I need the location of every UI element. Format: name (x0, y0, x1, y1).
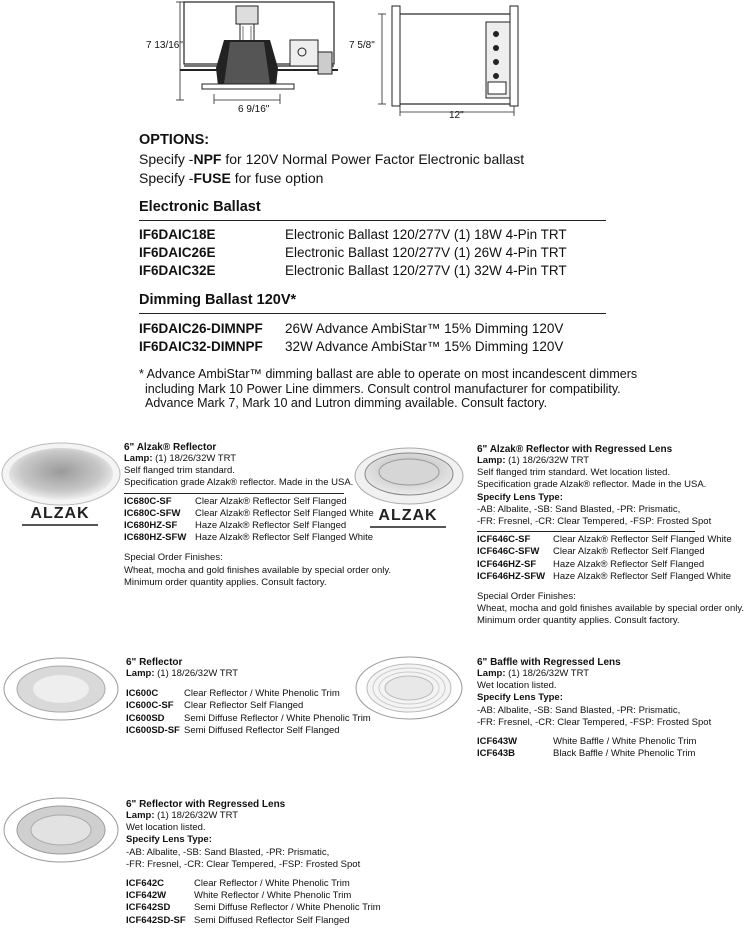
table-row: ICF646HZ-SF Haze Alzak® Reflector Self Flanged (477, 558, 705, 570)
table-row: IC680C-SF Clear Alzak® Reflector Self Flanged (124, 495, 347, 507)
product-reflector-regressed: 6" Reflector with Regressed Lens Lamp: (1) 18/26/32W TRT Wet location listed. Specify Lens Type: -AB: Albalite, -SB: Sand Blasted, -PR: Prismatic, -FR: Fresnel, -CR: Clear Tempered, -FSP: Frosted Spot ICF642C Clear Reflector / White Phenolic Trim ICF642W White Reflector / White Phenolic Trim ICF642SD Semi Diffuse Reflector / White Phenolic Trim ICF642SD-SF Semi Diffused Reflector Self Flanged (126, 799, 381, 926)
dimming-ballast-table (139, 320, 563, 356)
reflector-image (2, 656, 120, 722)
table-row: IC600SD-SF Semi Diffused Reflector Self Flanged (126, 724, 340, 736)
side-height-dimension: 7 5/8" (349, 40, 375, 51)
table-row: IF6DAIC18E Electronic Ballast 120/277V (1) 18W 4-Pin TRT (139, 227, 567, 242)
table-row: IF6DAIC26-DIMNPF 26W Advance AmbiStar™ 15% Dimming 120V (139, 321, 564, 336)
table-row: IC600SD Semi Diffuse Reflector / White Phenolic Trim (126, 712, 371, 724)
table-row: ICF642C Clear Reflector / White Phenolic Trim (126, 878, 350, 890)
table-row: IC680HZ-SFW Haze Alzak® Reflector Self Flanged White (124, 532, 374, 544)
alzak-logo-2: ALZAK (358, 507, 458, 529)
alzak-reflector-image (0, 440, 122, 508)
alzak-logo-1: ALZAK (10, 505, 110, 527)
option-npf: Specify -NPF for 120V Normal Power Factor Electronic ballast (139, 151, 525, 167)
alzak-regressed-image (354, 446, 464, 506)
product-title: 6" Reflector (126, 657, 183, 668)
product-alzak-regressed: 6" Alzak® Reflector with Regressed Lens Lamp: (1) 18/26/32W TRT Self flanged trim standard. Wet location listed. Specification grade Alzak® reflector. Made in the USA. Specify Lens Type: -AB: Albalite, -SB: Sand Blasted, -PR: Prismatic, -FR: Fresnel, -CR: Clear Tempered, -FSP: Frosted Spot ICF646C-SF Clear Alzak® Reflector Self Flanged White ICF646C-SFW Clear Alzak® Reflector Self Flanged ICF646HZ-SF Haze Alzak® Reflector Self Flanged ICF646HZ-SFW Haze Alzak® Reflector Self Flanged White Special Order Finishes: Wheat, mocha and gold finishes available by special order only. Minimum order quantity applies. Consult factory. (477, 444, 744, 627)
table-row: IC680HZ-SF Haze Alzak® Reflector Self Flanged (124, 520, 347, 532)
table-row: ICF646C-SFW Clear Alzak® Reflector Self Flanged (477, 546, 705, 558)
electronic-ballast-rule (139, 220, 606, 221)
table-row: IF6DAIC32E Electronic Ballast 120/277V (1) 32W 4-Pin TRT (139, 263, 567, 278)
table-row: IF6DAIC32-DIMNPF 32W Advance AmbiStar™ 15% Dimming 120V (139, 339, 564, 354)
dimming-ballast-heading: Dimming Ballast 120V* (139, 292, 297, 308)
table-row: ICF646C-SF Clear Alzak® Reflector Self Flanged White (477, 534, 732, 546)
product-alzak-reflector: 6" Alzak® Reflector Lamp: (1) 18/26/32W TRT Self flanged trim standard. Specification grade Alzak® reflector. Made in the USA. IC680C-SF Clear Alzak® Reflector Self Flanged IC680C-SFW Clear Alzak® Reflector Self Flanged White IC680HZ-SF Haze Alzak® Reflector Self Flanged IC680HZ-SFW Haze Alzak® Reflector Self Flanged White Special Order Finishes: Wheat, mocha and gold finishes available by special order only. Minimum order quantity applies. Consult factory. (124, 442, 392, 588)
divider (477, 531, 695, 532)
table-row: IC680C-SFW Clear Alzak® Reflector Self Flanged White (124, 507, 374, 519)
table-row: ICF642SD-SF Semi Diffused Reflector Self Flanged (126, 914, 350, 926)
table-row: IC600C-SF Clear Reflector Self Flanged (126, 700, 304, 712)
table-row: ICF643W White Baffle / White Phenolic Trim (477, 736, 697, 748)
product-title: 6" Reflector with Regressed Lens (126, 799, 286, 810)
table-row: ICF642W White Reflector / White Phenolic Trim (126, 890, 352, 902)
side-view-drawing (374, 0, 534, 122)
electronic-ballast-heading: Electronic Ballast (139, 199, 261, 215)
reflector-regressed-image (2, 796, 120, 864)
electronic-ballast-table (139, 226, 567, 280)
product-title: 6" Alzak® Reflector with Regressed Lens (477, 444, 673, 455)
table-row: IF6DAIC26E Electronic Ballast 120/277V (1) 26W 4-Pin TRT (139, 245, 567, 260)
product-reflector: 6" Reflector Lamp: (1) 18/26/32W TRT IC600C Clear Reflector / White Phenolic Trim IC600C-SF Clear Reflector Self Flanged IC600SD Semi Diffuse Reflector / White Phenolic Trim IC600SD-SF Semi Diffused Reflector Self Flanged (126, 657, 371, 736)
table-row: ICF646HZ-SFW Haze Alzak® Reflector Self Flanged White (477, 570, 732, 582)
dimming-ballast-rule (139, 313, 606, 314)
dimming-note: * Advance AmbiStar™ dimming ballast are able to operate on most incandescent dimmers including Mark 10 Power Line dimmers. Consult control manufacturer for compatibility. Advance Mark 7, Mark 10 and Lutron dimming available. Consult factory. (139, 367, 638, 410)
product-baffle-regressed: 6" Baffle with Regressed Lens Lamp: (1) 18/26/32W TRT Wet location listed. Specify Lens Type: -AB: Albalite, -SB: Sand Blasted, -PR: Prismatic, -FR: Fresnel, -CR: Clear Tempered, -FSP: Frosted Spot ICF643W White Baffle / White Phenolic Trim ICF643B Black Baffle / White Phenolic Trim (477, 657, 712, 760)
front-height-dimension: 7 13/16" (146, 40, 183, 51)
table-row: ICF643B Black Baffle / White Phenolic Trim (477, 748, 696, 760)
option-fuse: Specify -FUSE for fuse option (139, 170, 324, 186)
options-heading: OPTIONS: (139, 132, 210, 148)
product-title: 6" Baffle with Regressed Lens (477, 657, 621, 668)
table-row: ICF642SD Semi Diffuse Reflector / White Phenolic Trim (126, 902, 381, 914)
baffle-image (354, 655, 464, 721)
product-title: 6" Alzak® Reflector (124, 442, 217, 453)
options-section (139, 131, 619, 188)
divider (124, 493, 344, 494)
table-row: IC600C Clear Reflector / White Phenolic Trim (126, 688, 340, 700)
side-width-dimension: 12" (449, 110, 464, 121)
front-width-dimension: 6 9/16" (238, 104, 270, 115)
